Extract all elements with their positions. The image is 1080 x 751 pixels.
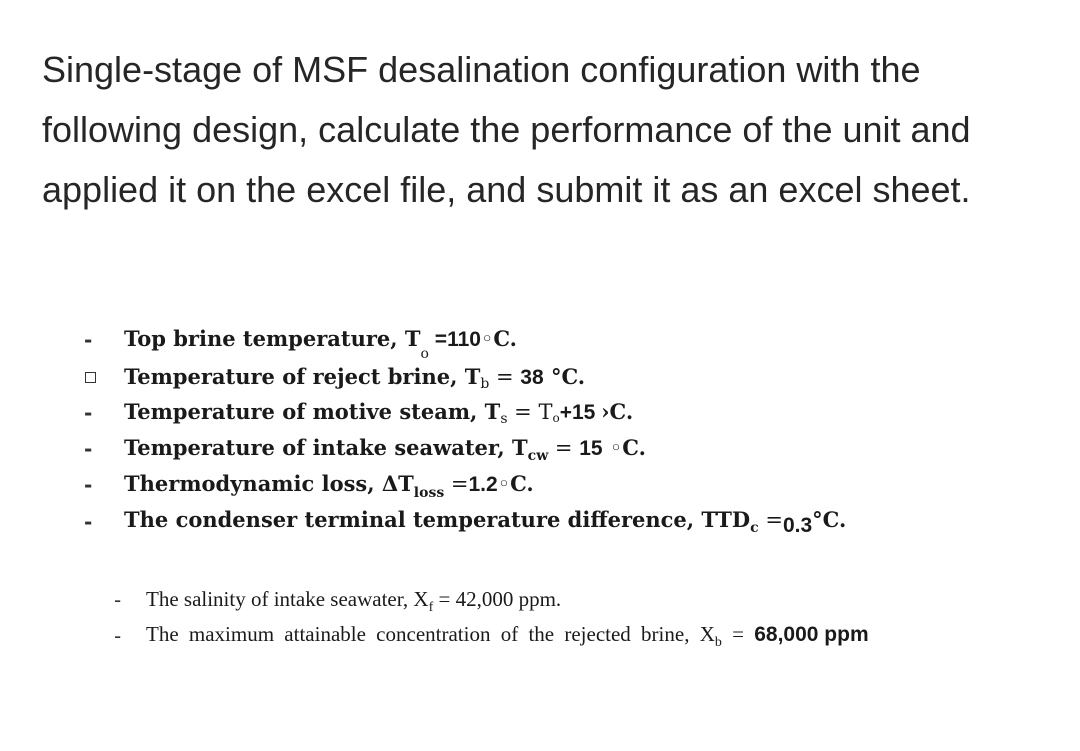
param-unit: ◦C. [602,435,646,460]
param-top-brine-temperature [124,326,517,362]
param-intake-salinity [146,587,562,615]
param-equals: = [721,622,755,646]
param-equals: = [548,436,580,460]
square-outline-icon [85,372,96,383]
param-value: 1.2 [468,473,498,496]
dash-bullet: - [84,401,93,425]
param-value: 68,000 ppm [754,623,869,646]
param-motive-steam-temperature [124,399,633,425]
param-subscript: b [714,635,722,650]
param-value: 38 [520,366,544,389]
param-subscript: o [552,411,560,425]
param-condenser-ttd [124,507,847,537]
dash-bullet: - [114,624,122,648]
param-subscript: cw [527,448,549,464]
param-thermodynamic-loss [124,471,534,501]
param-unit: °C. [543,364,586,389]
param-value: =110 [428,328,481,351]
param-subscript: o [420,346,429,362]
param-value: 15 [579,437,603,460]
param-label: Temperature of intake seawater, T [124,435,528,460]
param-label: Temperature of motive steam, T [124,399,501,424]
param-unit: ›C. [601,399,634,424]
param-reject-brine-temperature [124,364,585,390]
param-subscript: loss [413,485,445,501]
dash-bullet: - [84,473,93,497]
param-label: The salinity of intake seawater, X [146,587,429,611]
dash-bullet: - [84,510,93,534]
param-max-brine-concentration [146,622,869,650]
param-equals: = [444,472,469,496]
param-equals: = T [507,400,553,424]
problem-statement: Single-stage of MSF desalination configuration with the following design, calculate the performance of the unit and applied it on the excel file, and submit it as an excel sheet. [42,49,971,210]
param-unit: ◦C. [480,326,517,351]
dash-bullet: - [114,588,122,612]
param-label: Thermodynamic loss, ΔT [124,471,414,496]
param-value: +15 [559,401,602,424]
param-subscript: f [428,600,434,615]
param-label: Top brine temperature, T [124,326,421,351]
param-equals: = [758,508,783,532]
param-subscript: c [750,520,759,536]
param-subscript: s [500,411,508,427]
param-value: 0.3 [782,514,813,537]
param-value: = 42,000 ppm. [433,587,562,611]
dash-bullet: - [84,328,93,352]
param-unit: °C. [812,507,847,532]
param-intake-seawater-temperature [124,435,646,464]
param-subscript: b [480,376,490,392]
param-label: Temperature of reject brine, T [124,364,481,389]
dash-bullet: - [84,437,93,461]
param-unit: ◦C. [497,471,534,496]
param-equals: = [489,365,521,389]
param-label: The maximum attainable concentration of the rejected brine, X [146,622,715,646]
param-label: The condenser terminal temperature difference, TTD [124,507,751,532]
